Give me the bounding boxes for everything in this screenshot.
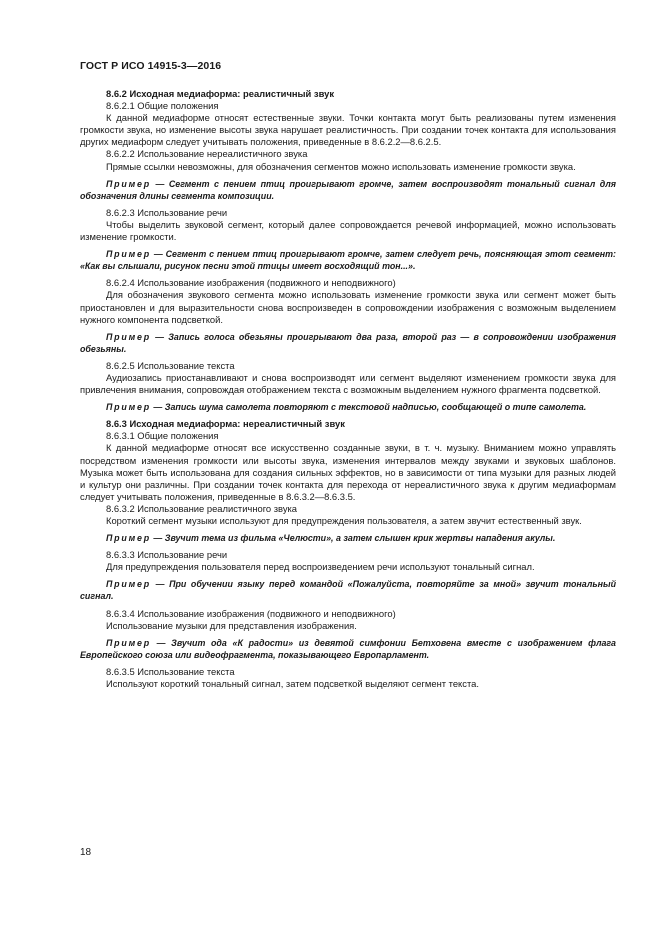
example-text: — Сегмент с пением птиц проигрывают громче, затем следует речь, поясняющая этот сегмент: «Как вы слышали, рисунок песни этой птицы имеет восходящий тон...». (80, 249, 616, 272)
subsection-heading: 8.6.3.3 Использование речи (106, 549, 228, 561)
example-text: — Звучит ода «К радости» из девятой симфонии Бетховена вместе с изображением флага Европейского союза или видеофрагмента, показывающего Европарламент. (80, 637, 616, 660)
paragraph: Прямые ссылки невозможны, для обозначения сегментов можно использовать изменение громкости звука. (106, 160, 576, 172)
example-label: Пример (106, 637, 151, 648)
example-text: — Запись голоса обезьяны проигрывают два раза, второй раз — в сопровождении изображения обезьяны. (80, 331, 616, 354)
document-body (80, 88, 616, 690)
page-number: 18 (80, 847, 92, 858)
example-label: Пример (106, 533, 151, 544)
section-heading: 8.6.3 Исходная медиаформа: нереалистичный звук (106, 418, 345, 430)
example-note (80, 532, 616, 544)
subsection-heading: 8.6.3.5 Использование текста (106, 665, 235, 677)
subsection-heading: 8.6.2.1 Общие положения (106, 100, 219, 112)
paragraph: Чтобы выделить звуковой сегмент, который далее сопровождается речевой информацией, можно использовать изменение громкости. (80, 218, 616, 243)
example-text: — Звучит тема из фильма «Челюсти», а затем слышен крик жертвы нападения акулы. (150, 533, 556, 544)
subsection-heading: 8.6.3.1 Общие положения (106, 430, 219, 442)
example-label: Пример (106, 579, 151, 590)
paragraph: Использование музыки для представления изображения. (106, 619, 357, 631)
example-label: Пример (106, 331, 151, 342)
example-text: — При обучении языку перед командой «Пожалуйста, повторяйте за мной» звучит тональный сигнал. (80, 579, 616, 602)
subsection-heading: 8.6.2.5 Использование текста (106, 359, 235, 371)
paragraph: Используют короткий тональный сигнал, затем подсветкой выделяют сегмент текста. (106, 678, 479, 690)
example-label: Пример (106, 178, 151, 189)
example-label: Пример (106, 249, 151, 260)
document-header: ГОСТ Р ИСО 14915-3—2016 (80, 60, 222, 72)
example-note (80, 178, 616, 202)
example-note (80, 331, 616, 355)
paragraph: Аудиозапись приостанавливают и снова воспроизводят или сегмент выделяют изменением громкости звука для привлечения внимания, сопровождая отображением текста с возможным выделением нужного фрагмента подсветкой. (80, 371, 616, 396)
subsection-heading: 8.6.3.4 Использование изображения (подвижного и неподвижного) (106, 607, 396, 619)
subsection-heading: 8.6.3.2 Использование реалистичного звука (106, 502, 298, 514)
example-text: — Запись шума самолета повторяют с текстовой надписью, сообщающей о типе самолета. (150, 402, 587, 413)
paragraph: К данной медиаформе относят естественные звуки. Точки контакта могут быть реализованы путем изменения громкости звука, но изменение высоты звука нарушает реалистичность. При создании точек контакта для использования других медиаформ следует учитывать положения, приведенные в 8.6.2.2—8.6.2.5. (80, 112, 616, 148)
paragraph: Для предупреждения пользователя перед воспроизведением речи используют тональный сигнал. (106, 561, 535, 573)
example-text: — Сегмент с пением птиц проигрывают громче, затем воспроизводят тональный сигнал для обозначения длины сегмента композиции. (80, 178, 616, 201)
example-note (80, 578, 616, 602)
subsection-heading: 8.6.2.2 Использование нереалистичного звука (106, 148, 308, 160)
paragraph: Короткий сегмент музыки используют для предупреждения пользователя, а затем звучит естественный звук. (106, 515, 582, 526)
example-note (80, 248, 616, 272)
example-note (80, 637, 616, 661)
section-heading: 8.6.2 Исходная медиаформа: реалистичный звук (106, 88, 335, 99)
example-note (80, 401, 616, 413)
subsection-heading: 8.6.2.4 Использование изображения (подвижного и неподвижного) (106, 277, 396, 289)
paragraph: Для обозначения звукового сегмента можно использовать изменение громкости звука или сегмент может быть приостановлен и для выразительности снова воспроизведен в сопровождении изображения с возможным выделением нужного компонента подсветкой. (80, 289, 616, 325)
subsection-heading: 8.6.2.3 Использование речи (106, 206, 228, 218)
example-label: Пример (106, 402, 151, 413)
paragraph: К данной медиаформе относят все искусственно созданные звуки, в т. ч. музыку. Вниманием можно управлять посредством изменения громкости или высоты звука, изменения интервалов между звуками и звуковых шаблонов. Музыка может быть использована для создания сильных эффектов, но в зависимости от типа музыки для разных людей и культур они различны. При создании точек контакта для перехода от нереалистичного звука к другим медиаформам следует учитывать положения, приведенные в 8.6.3.2—8.6.3.5. (80, 442, 616, 502)
